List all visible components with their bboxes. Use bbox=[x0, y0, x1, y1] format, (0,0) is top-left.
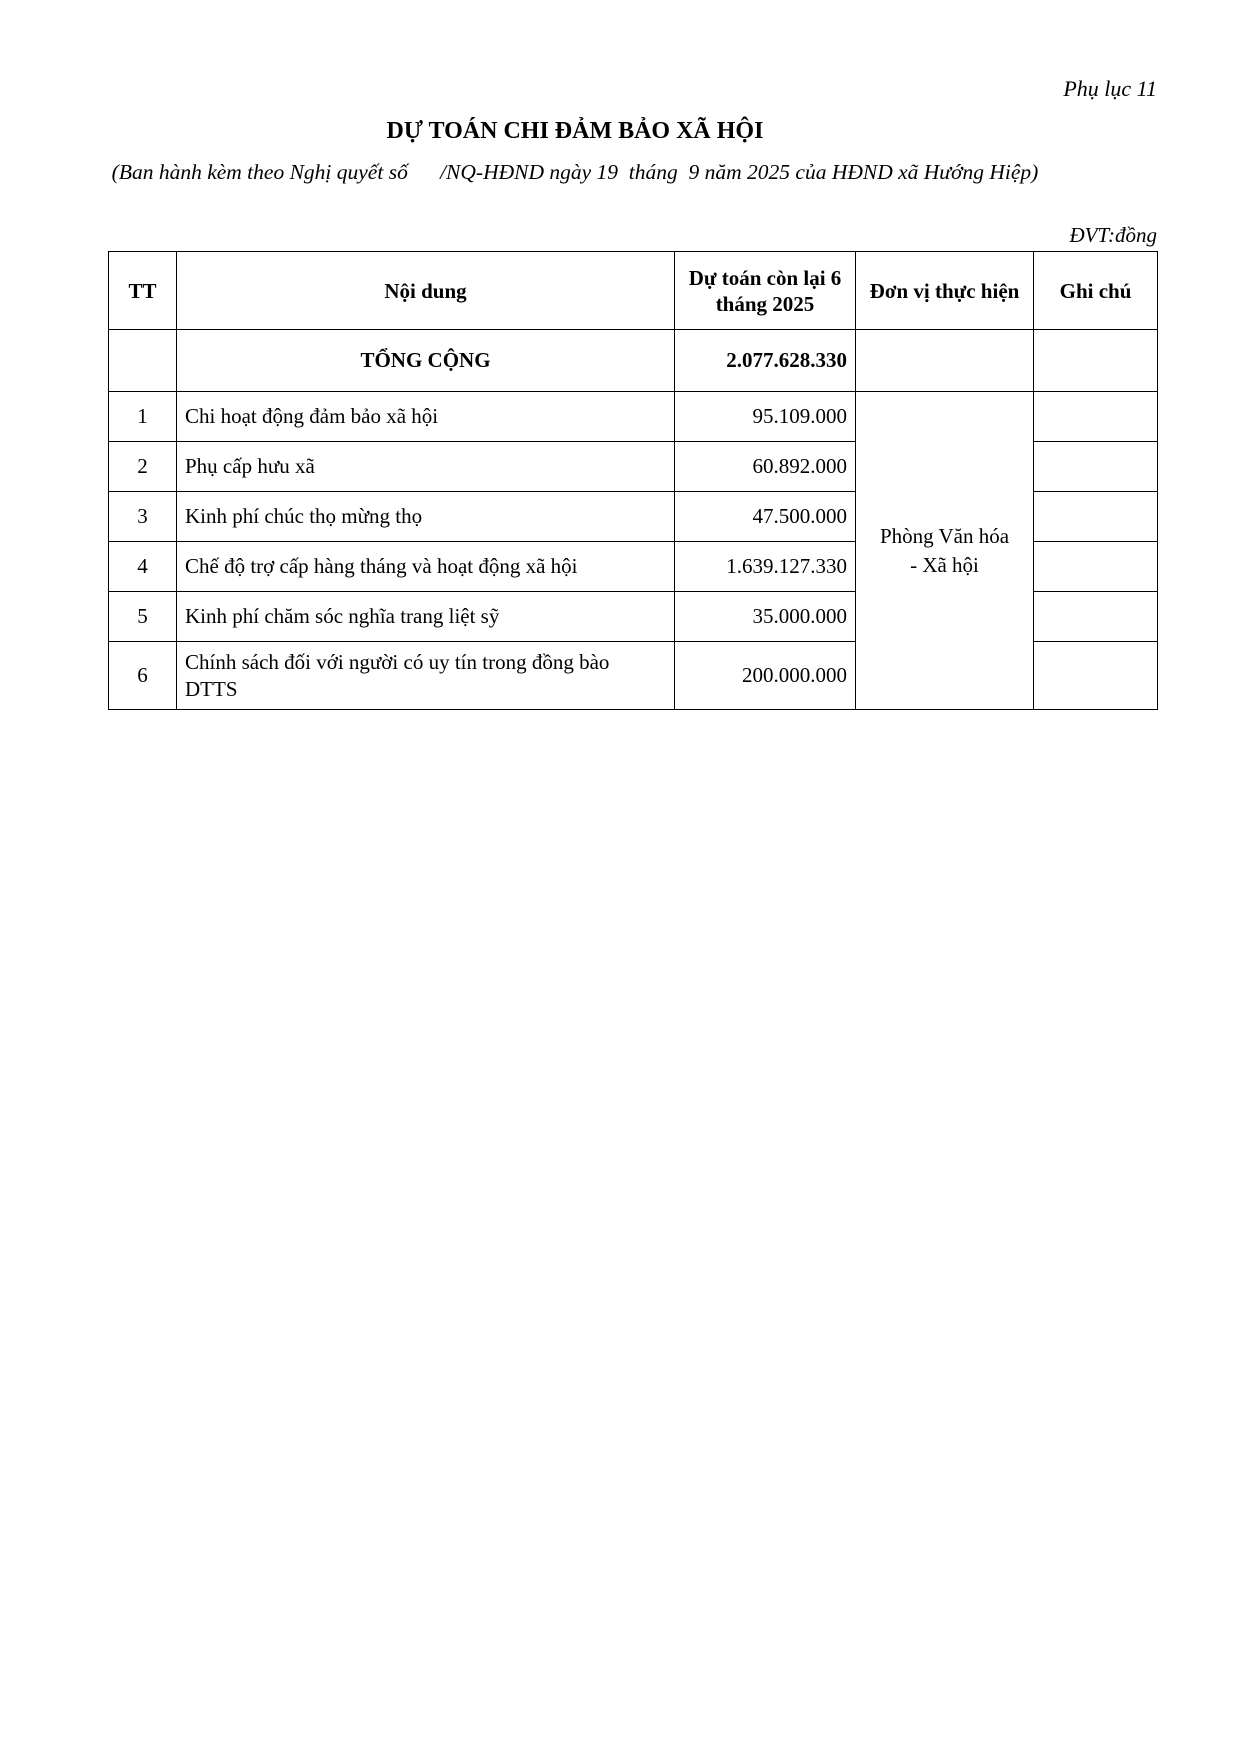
total-amount-cell: 2.077.628.330 bbox=[675, 330, 856, 392]
row-note-cell bbox=[1034, 542, 1158, 592]
header-don-vi: Đơn vị thực hiện bbox=[856, 252, 1034, 330]
row-content-cell: Phụ cấp hưu xã bbox=[177, 442, 675, 492]
row-amount-cell: 60.892.000 bbox=[675, 442, 856, 492]
row-index-cell: 3 bbox=[109, 492, 177, 542]
page-content bbox=[108, 0, 1157, 710]
total-row bbox=[109, 330, 1158, 392]
header-tt: TT bbox=[109, 252, 177, 330]
row-amount-cell: 1.639.127.330 bbox=[675, 542, 856, 592]
row-content-cell: Chế độ trợ cấp hàng tháng và hoạt động xã hội bbox=[177, 542, 675, 592]
row-amount-cell: 200.000.000 bbox=[675, 642, 856, 710]
implementing-unit-line2: - Xã hội bbox=[910, 552, 979, 577]
total-tt-cell bbox=[109, 330, 177, 392]
row-content-cell: Kinh phí chúc thọ mừng thọ bbox=[177, 492, 675, 542]
document-subtitle: (Ban hành kèm theo Nghị quyết số /NQ-HĐND ngày 19 tháng 9 năm 2025 của HĐND xã Hướng Hiệp) bbox=[111, 160, 1039, 185]
row-index-cell: 4 bbox=[109, 542, 177, 592]
row-content-cell: Kinh phí chăm sóc nghĩa trang liệt sỹ bbox=[177, 592, 675, 642]
table-body bbox=[109, 330, 1158, 710]
row-note-cell bbox=[1034, 492, 1158, 542]
row-index-cell: 2 bbox=[109, 442, 177, 492]
row-amount-cell: 95.109.000 bbox=[675, 392, 856, 442]
row-note-cell bbox=[1034, 392, 1158, 442]
row-content-cell: Chi hoạt động đảm bảo xã hội bbox=[177, 392, 675, 442]
implementing-unit-cell bbox=[856, 392, 1034, 710]
row-amount-cell: 47.500.000 bbox=[675, 492, 856, 542]
header-du-toan: Dự toán còn lại 6 tháng 2025 bbox=[675, 252, 856, 330]
header-ghi-chu: Ghi chú bbox=[1034, 252, 1158, 330]
heading-block bbox=[108, 116, 1042, 187]
table-header bbox=[109, 252, 1158, 330]
row-note-cell bbox=[1034, 442, 1158, 492]
row-note-cell bbox=[1034, 642, 1158, 710]
total-note-cell bbox=[1034, 330, 1158, 392]
document-title: DỰ TOÁN CHI ĐẢM BẢO XÃ HỘI bbox=[386, 118, 764, 145]
header-noi-dung: Nội dung bbox=[177, 252, 675, 330]
row-index-cell: 6 bbox=[109, 642, 177, 710]
total-unit-cell bbox=[856, 330, 1034, 392]
table-row bbox=[109, 392, 1158, 442]
row-index-cell: 5 bbox=[109, 592, 177, 642]
row-content-cell: Chính sách đối với người có uy tín trong đồng bào DTTS bbox=[177, 642, 675, 710]
appendix-label: Phụ lục 11 bbox=[1063, 76, 1157, 101]
row-note-cell bbox=[1034, 592, 1158, 642]
implementing-unit-line1: Phòng Văn hóa bbox=[879, 524, 1010, 549]
row-index-cell: 1 bbox=[109, 392, 177, 442]
currency-unit-note: ĐVT:đồng bbox=[1069, 223, 1157, 248]
header-row bbox=[109, 252, 1158, 330]
budget-table bbox=[108, 251, 1158, 710]
total-label-cell: TỔNG CỘNG bbox=[177, 330, 675, 392]
row-amount-cell: 35.000.000 bbox=[675, 592, 856, 642]
